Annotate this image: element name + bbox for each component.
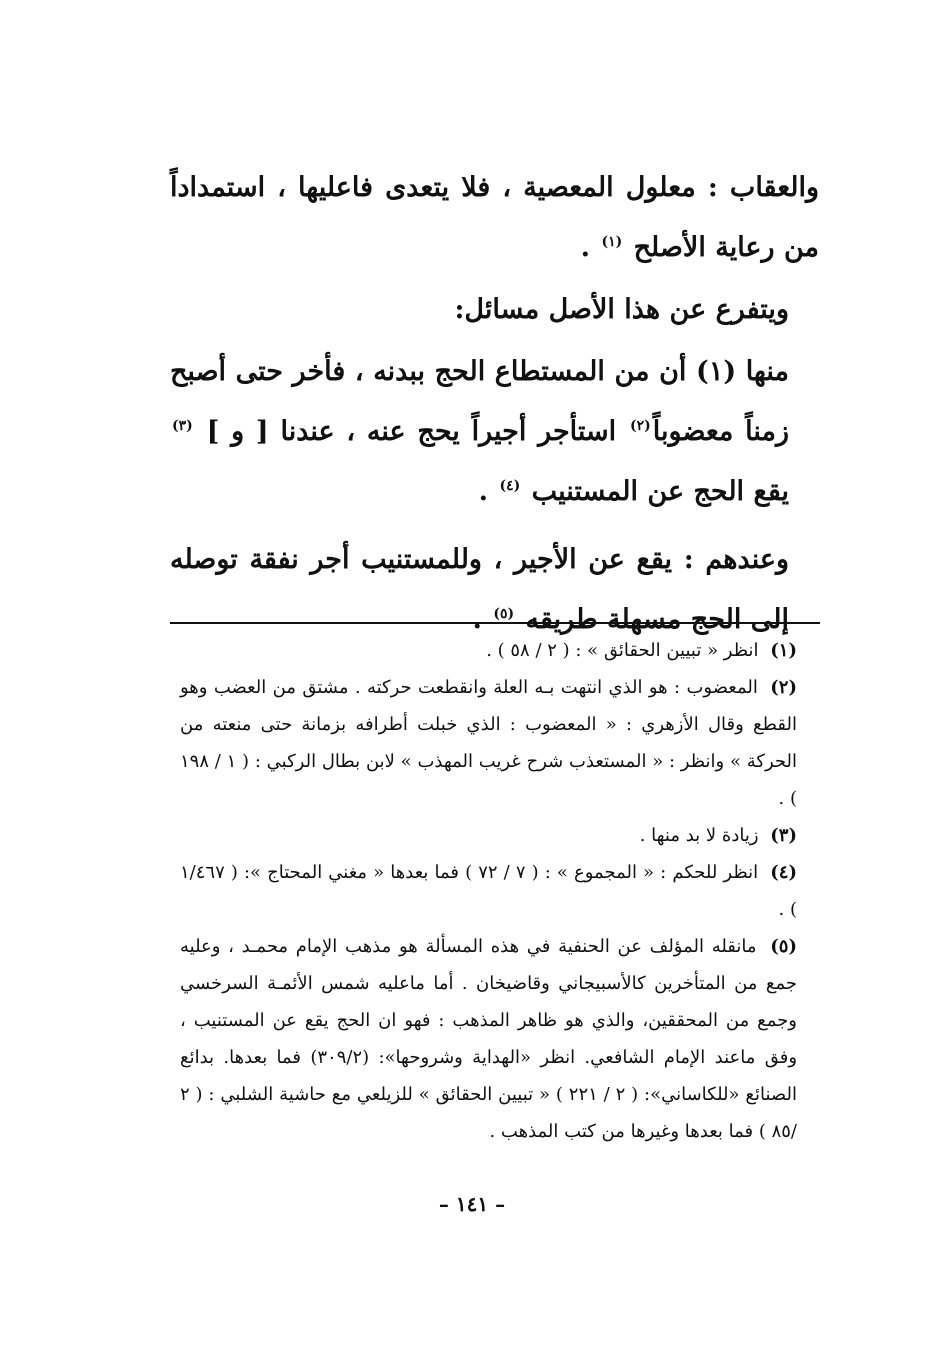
footnote-2-number: (٢) <box>770 677 797 698</box>
footnote-ref-2[interactable]: (٢) <box>629 418 651 434</box>
footnote-3 <box>180 817 819 854</box>
footnote-2 <box>180 669 819 817</box>
paragraph-3-text-b: استأجر أجيراً يحج عنه ، عندنا [ و ] <box>206 416 617 447</box>
paragraph-4-end: . <box>472 604 482 635</box>
paragraph-2 <box>170 280 819 340</box>
footnote-5-text: مانقله المؤلف عن الحنفية في هذه المسألة هو مذهب الإمام محمـد ، وعليه جمع من المتأخرين كالأسبيجاني وقاضيخان . أما ماعليه شمس الأئمـة السرخسي وجمع من المحققين، والذي هو ظاهر المذهب : فهو ان الحج يقع عن المستنيب ، وفق ماعند الإمام الشافعي. انظر «الهداية وشروحها»: (٣٠٩/٢) فما بعدها. بدائع الصنائع «للكاساني»: ( ٢ / ٢٢١ ) « تبيين الحقائق » للزيلعي مع حاشية الشلبي : ( ٢ /٨٥ ) فما بعدها وغيرها من كتب المذهب . <box>180 936 798 1142</box>
footnote-1 <box>180 632 819 669</box>
footnote-1-number: (١) <box>770 640 797 661</box>
footnote-1-text: انظر « تبيين الحقائق » : ( ٢ / ٥٨ ) . <box>486 640 759 661</box>
footnote-ref-1[interactable]: (١) <box>601 234 623 250</box>
footnote-4-number: (٤) <box>770 862 797 883</box>
footnote-5-number: (٥) <box>770 936 797 957</box>
footnote-5 <box>180 928 819 1150</box>
paragraph-3-end: . <box>478 476 489 507</box>
footnote-4-text: انظر للحكم : « المجموع » : ( ٧ / ٧٢ ) فما بعدها « مغني المحتاج »: ( ١/٤٦٧ ) . <box>180 862 797 920</box>
footnotes-section <box>180 632 819 1150</box>
footnote-ref-3[interactable]: (٣) <box>172 418 193 434</box>
paragraph-3-lead: منها (١) <box>696 356 789 387</box>
footnote-ref-4[interactable]: (٤) <box>499 478 521 494</box>
page-number: – ١٤١ – <box>438 1192 506 1216</box>
footnote-3-number: (٣) <box>770 825 797 846</box>
footnote-ref-5[interactable]: (٥) <box>493 606 515 622</box>
footnote-3-text: زيادة لا بد منها . <box>639 825 759 846</box>
footnote-separator <box>170 622 820 624</box>
main-body <box>170 158 819 650</box>
paragraph-2-text: ويتفرع عن هذا الأصل مسائل: <box>454 294 789 325</box>
paragraph-1-text: والعقاب : معلول المعصية ، فلا يتعدى فاعليها ، استمداداً من رعاية الأصلح <box>170 172 819 263</box>
footnote-2-text: المعضوب : هو الذي انتهت بـه العلة وانقطعت حركته . مشتق من العضب وهو القطع وقال الأزهري : « المعضوب : الذي خبلت أطرافه بزمانة حتى منعته من الحركة » وانظر : « المستعذب شرح غريب المهذب » لابن بطال الركبي : ( ١ / ١٩٨ ) . <box>180 677 797 809</box>
paragraph-4-text: وعندهم : يقع عن الأجير ، وللمستنيب أجر نفقة توصله إلى الحج مسهلة طريقه <box>170 544 789 635</box>
paragraph-3 <box>170 342 819 522</box>
paragraph-3-text-a: أن من المستطاع الحج ببدنه ، فأخر حتى أصبح زمناً معضوباً <box>170 356 789 447</box>
footnote-4 <box>180 854 819 928</box>
paragraph-3-text-c: يقع الحج عن المستنيب <box>531 476 789 507</box>
paragraph-1-end: . <box>580 232 591 263</box>
paragraph-1 <box>170 158 819 278</box>
